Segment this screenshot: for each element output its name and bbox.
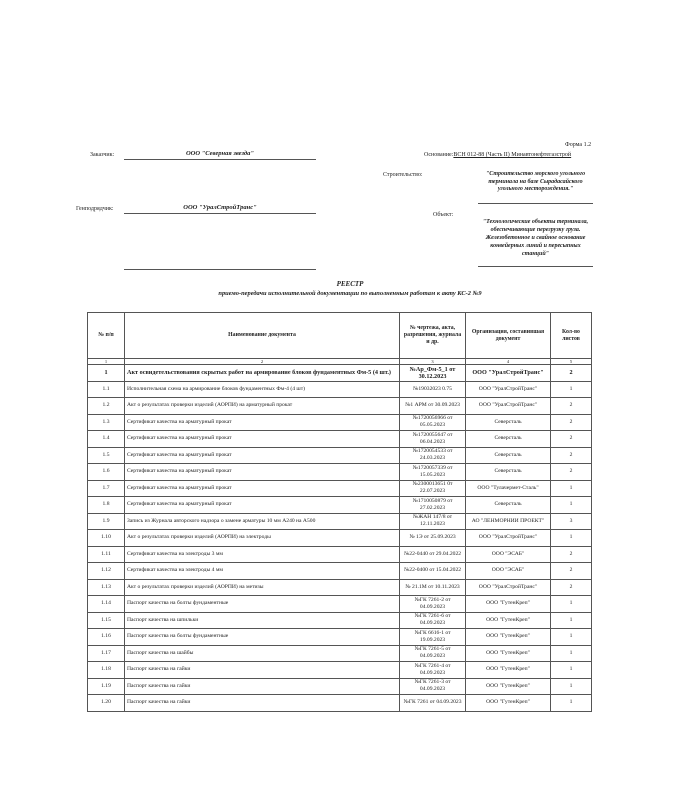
- document-name: Исполнительная схема на армирование блоков фундаментных Фм-4 (4 шт): [125, 381, 400, 398]
- table-row: [88, 447, 592, 464]
- sheet-count: 1: [551, 497, 592, 514]
- document-name: Сертификат качества на арматурный прокат: [125, 497, 400, 514]
- document-number: №ГК 7261 от 04.09.2023: [400, 695, 466, 712]
- object-underline: [478, 266, 593, 267]
- table-row: [88, 678, 592, 695]
- construction-underline: [478, 203, 593, 204]
- organization: ООО "УралСтройТранс": [466, 398, 551, 415]
- document-number: № 21.1М от 10.11.2023: [400, 579, 466, 596]
- row-number: 1.10: [88, 530, 125, 547]
- blank-underline: [124, 269, 316, 270]
- organization: ООО "Тулачермет-Сталь": [466, 480, 551, 497]
- row-number: 1.20: [88, 695, 125, 712]
- table-header-row: [88, 313, 592, 359]
- table-row: [88, 645, 592, 662]
- document-number: № 1Э от 25.09.2023: [400, 530, 466, 547]
- col-header-doc-number: № чертежа, акта, разрешения, журнала и др.: [400, 313, 466, 359]
- sheet-count: 2: [551, 431, 592, 448]
- col-number: 4: [466, 359, 551, 365]
- col-header-name: Наименование документа: [125, 313, 400, 359]
- organization: ООО "ГутенКреп": [466, 596, 551, 613]
- document-name: Акт о результатах проверки изделий (АОРПИ) на арматурный прокат: [125, 398, 400, 415]
- document-number: №ЖАН 147/8 от 12.11.2023: [400, 513, 466, 530]
- row-number: 1: [88, 365, 125, 382]
- row-number: 1.1: [88, 381, 125, 398]
- sheet-count: 1: [551, 530, 592, 547]
- document-name: Сертификат качества на электроды 3 мм: [125, 546, 400, 563]
- organization: ООО "ЭСАБ": [466, 546, 551, 563]
- organization: ООО "ЭСАБ": [466, 563, 551, 580]
- sheet-count: 2: [551, 447, 592, 464]
- row-number: 1.17: [88, 645, 125, 662]
- table-row: [88, 398, 592, 415]
- table-row: [88, 530, 592, 547]
- document-name: Акт о результатах проверки изделий (АОРПИ) на метизы: [125, 579, 400, 596]
- organization: ООО "ГутенКреп": [466, 662, 551, 679]
- sheet-count: 1: [551, 480, 592, 497]
- row-number: 1.14: [88, 596, 125, 613]
- col-header-organization: Организация, составившая документ: [466, 313, 551, 359]
- table-row: [88, 497, 592, 514]
- organization: ООО "УралСтройТранс": [466, 530, 551, 547]
- col-number: 2: [125, 359, 400, 365]
- organization: ООО "УралСтройТранс": [466, 381, 551, 398]
- sheet-count: 1: [551, 695, 592, 712]
- basis-label: Основание:: [424, 152, 454, 158]
- basis-field: [424, 152, 571, 158]
- organization: Северсталь: [466, 497, 551, 514]
- organization: ООО "ГутенКреп": [466, 612, 551, 629]
- table-row: [88, 695, 592, 712]
- construction-value: "Строительство морского угольного терминала на базе Сырадасайского угольного месторождения.": [485, 171, 586, 192]
- document-name: Сертификат качества на электроды 4 мм: [125, 563, 400, 580]
- document-number: №ГК 6616-1 от 19.09.2023: [400, 629, 466, 646]
- basis-value: ВСН 012-88 (Часть II) Минавтонефтегазстрой: [453, 152, 572, 158]
- table-row: [88, 563, 592, 580]
- customer-value: ООО "Северная звезда": [185, 150, 255, 157]
- col-number: 1: [88, 359, 125, 365]
- document-number: №ГК 7261-6 от 04.09.2023: [400, 612, 466, 629]
- row-number: 1.5: [88, 447, 125, 464]
- sheet-count: 2: [551, 398, 592, 415]
- construction-label: Строительство:: [383, 172, 423, 178]
- row-number: 1.15: [88, 612, 125, 629]
- document-name: Паспорт качества на гайки: [125, 678, 400, 695]
- document-name: Сертификат качества на арматурный прокат: [125, 480, 400, 497]
- register-title: РЕЕСТР: [336, 280, 364, 288]
- row-number: 1.16: [88, 629, 125, 646]
- document-number: №1720055647 от 06.04.2023: [400, 431, 466, 448]
- sheet-count: 1: [551, 596, 592, 613]
- table-row: [88, 612, 592, 629]
- document-number: №1720056966 от 05.05.2023: [400, 414, 466, 431]
- sheet-count: 1: [551, 381, 592, 398]
- sheet-count: 1: [551, 629, 592, 646]
- col-header-sheets: Кол-во листов: [551, 313, 592, 359]
- document-number: №19032023 0.75: [400, 381, 466, 398]
- sheet-count: 2: [551, 546, 592, 563]
- organization: ООО "УралСтройТранс": [466, 579, 551, 596]
- sheet-count: 3: [551, 513, 592, 530]
- contractor-value: ООО "УралСтройТранс": [183, 204, 257, 211]
- document-name: Сертификат качества на арматурный прокат: [125, 447, 400, 464]
- row-number: 1.4: [88, 431, 125, 448]
- table-row: [88, 513, 592, 530]
- document-name: Паспорт качества на шпильки: [125, 612, 400, 629]
- sheet-count: 1: [551, 678, 592, 695]
- sheet-count: 2: [551, 579, 592, 596]
- row-number: 1.12: [88, 563, 125, 580]
- document-name: Акт освидетельствования скрытых работ на армирование блоков фундаментных Фм-5 (4 шт.): [125, 365, 400, 382]
- document-name: Запись из Журнала авторского надзора о замене арматуры 10 мм А240 на А500: [125, 513, 400, 530]
- table-row: [88, 365, 592, 382]
- form-number: Форма 1.2: [565, 142, 592, 148]
- col-number: 5: [551, 359, 592, 365]
- document-number: №1720057339 от 15.05.2023: [400, 464, 466, 481]
- document-name: Паспорт качества на гайки: [125, 695, 400, 712]
- document-name: Паспорт качества на болты фундаментные: [125, 629, 400, 646]
- document-number: №22-0440 от 29.04.2022: [400, 546, 466, 563]
- col-number: 3: [400, 359, 466, 365]
- document-number: №1720054533 от 24.03.2023: [400, 447, 466, 464]
- sheet-count: 2: [551, 563, 592, 580]
- row-number: 1.18: [88, 662, 125, 679]
- organization: Северсталь: [466, 431, 551, 448]
- sheet-count: 1: [551, 645, 592, 662]
- table-row: [88, 579, 592, 596]
- sheet-count: 2: [551, 365, 592, 382]
- document-number: №2300013651 0т 22.07.2023: [400, 480, 466, 497]
- document-number: №ГК 7261-4 от 04.09.2023: [400, 662, 466, 679]
- table-row: [88, 596, 592, 613]
- document-name: Сертификат качества на арматурный прокат: [125, 431, 400, 448]
- organization: Северсталь: [466, 414, 551, 431]
- table-row: [88, 662, 592, 679]
- table-row: [88, 629, 592, 646]
- object-label: Объект:: [433, 212, 454, 218]
- row-number: 1.13: [88, 579, 125, 596]
- document-name: Паспорт качества на болты фундаментные: [125, 596, 400, 613]
- document-number: №Ар_Фм-5_1 от 30.12.2023: [400, 365, 466, 382]
- document-name: Сертификат качества на арматурный прокат: [125, 464, 400, 481]
- organization: Северсталь: [466, 464, 551, 481]
- col-header-number: № п/п: [88, 313, 125, 359]
- document-number: №ГК 7261-3 от 04.09.2023: [400, 678, 466, 695]
- organization: ООО "ГутенКреп": [466, 678, 551, 695]
- customer-underline: [124, 159, 316, 160]
- sheet-count: 1: [551, 662, 592, 679]
- table-row: [88, 546, 592, 563]
- customer-label: Заказчик:: [90, 152, 115, 158]
- row-number: 1.6: [88, 464, 125, 481]
- sheet-count: 2: [551, 464, 592, 481]
- document-name: Акт о результатах проверки изделий (АОРПИ) на электроды: [125, 530, 400, 547]
- organization: Северсталь: [466, 447, 551, 464]
- document-number: №1 АРМ от 30.09.2023: [400, 398, 466, 415]
- row-number: 1.8: [88, 497, 125, 514]
- document-name: Паспорт качества на шайбы: [125, 645, 400, 662]
- sheet-count: 1: [551, 612, 592, 629]
- row-number: 1.19: [88, 678, 125, 695]
- document-number: №ГК 7261-2 от 04.09.2023: [400, 596, 466, 613]
- row-number: 1.7: [88, 480, 125, 497]
- document-number: №ГК 7261-5 от 04.09.2023: [400, 645, 466, 662]
- object-value: "Технологические объекты терминала, обеспечивающие перегрузку груза. Железобетонное и свайное основание конвейерных линий и пересыпных станций": [482, 219, 589, 257]
- register-table: [87, 312, 592, 712]
- organization: ООО "ГутенКреп": [466, 695, 551, 712]
- table-row: [88, 431, 592, 448]
- organization: АО "ЛЕНМОРНИИ ПРОЕКТ": [466, 513, 551, 530]
- document-number: №22-0400 от 15.04.2022: [400, 563, 466, 580]
- table-row: [88, 414, 592, 431]
- row-number: 1.2: [88, 398, 125, 415]
- organization: ООО "УралСтройТранс": [466, 365, 551, 382]
- sheet-count: 2: [551, 414, 592, 431]
- table-row: [88, 480, 592, 497]
- row-number: 1.9: [88, 513, 125, 530]
- register-subtitle: приемо-передачи исполнительной документации по выполненным работам к акту КС-2 №9: [218, 290, 482, 297]
- contractor-label: Генподрядчик:: [76, 206, 114, 212]
- table-row: [88, 381, 592, 398]
- document-number: №1710050879 от 27.02.2023: [400, 497, 466, 514]
- row-number: 1.11: [88, 546, 125, 563]
- document-name: Паспорт качества на гайки: [125, 662, 400, 679]
- organization: ООО "ГутенКреп": [466, 629, 551, 646]
- organization: ООО "ГутенКреп": [466, 645, 551, 662]
- document-name: Сертификат качества на арматурный прокат: [125, 414, 400, 431]
- contractor-underline: [124, 213, 316, 214]
- table-row: [88, 464, 592, 481]
- row-number: 1.3: [88, 414, 125, 431]
